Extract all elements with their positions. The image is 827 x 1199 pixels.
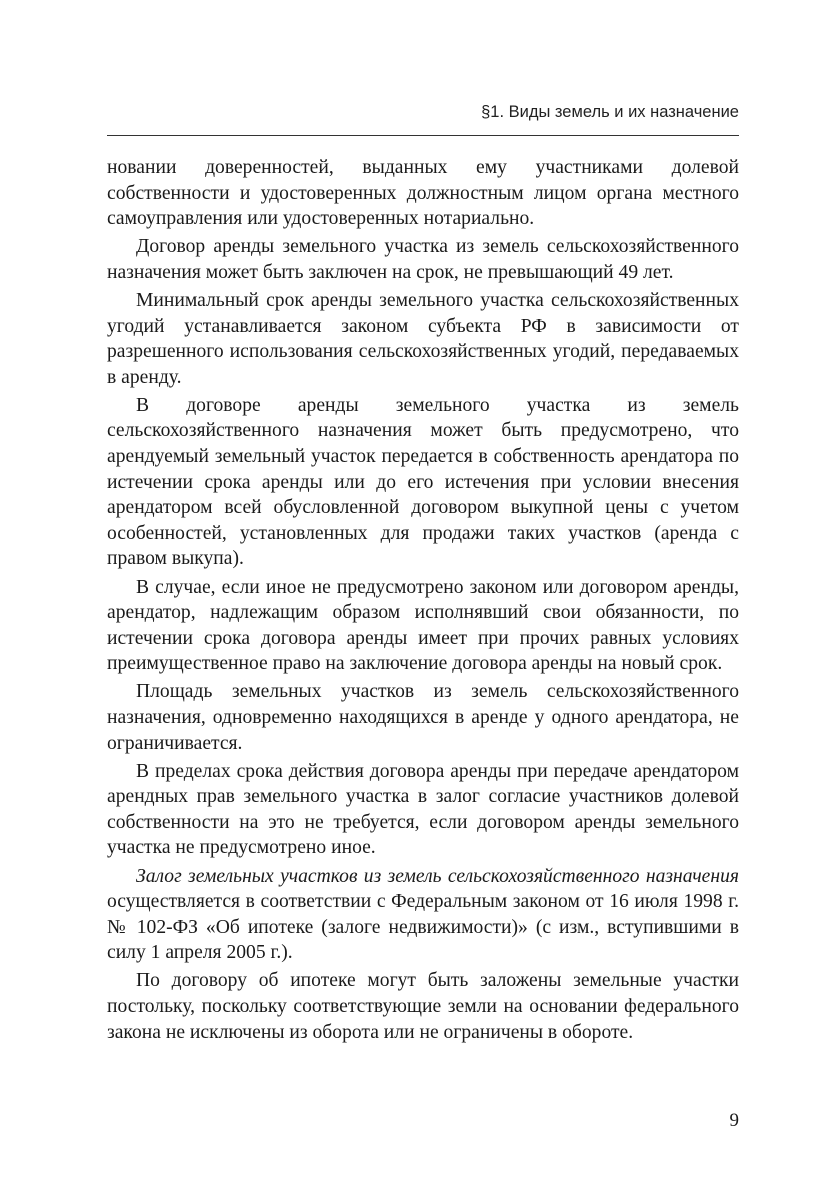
paragraph-text: осуществляется в соответствии с Федеральным законом от 16 июля 1998 г. № 102-ФЗ «Об ипотеке (залоге недвижимости)» (с изм., вступившими в силу 1 апреля 2005 г.). [107, 891, 739, 964]
paragraph: Площадь земельных участков из земель сельскохозяйственного назначения, одновременно находящихся в аренде у одного арендатора, не ограничивается. [107, 681, 739, 754]
paragraph: В пределах срока действия договора аренды при передаче арендатором арендных прав земельного участка в залог согласие участников долевой собственности на это не требуется, если договором аренды земельного участка не предусмотрено иное. [107, 760, 739, 859]
paragraph: Договор аренды земельного участка из земель сельскохозяйственного назначения может быть заключен на срок, не превышающий 49 лет. [107, 236, 739, 283]
paragraph: В случае, если иное не предусмотрено законом или договором аренды, арендатор, надлежащим образом исполнявший свои обязанности, по истечении срока договора аренды имеет при прочих равных условиях преимущественное право на заключение договора аренды на новый срок. [107, 576, 739, 675]
page-number: 9 [729, 1110, 739, 1131]
body-text [107, 155, 739, 1048]
paragraph: Минимальный срок аренды земельного участка сельскохозяйственных угодий устанавливается законом субъекта РФ в зависимости от разрешенного использования сельскохозяйственных угодий, передаваемых в аренду. [107, 289, 739, 388]
paragraph: По договору об ипотеке могут быть заложены земельные участки постольку, поскольку соответствующие земли на основании федерального закона не исключены из оборота или не ограничены в обороте. [107, 970, 739, 1043]
header-divider [107, 135, 739, 136]
paragraph: новании доверенностей, выданных ему участниками долевой собственности и удостоверенных должностным лицом органа местного самоуправления или удостоверенных нотариально. [107, 157, 739, 230]
italic-term: Залог земельных участков из земель сельскохозяйственного назначения [136, 865, 739, 887]
running-header: §1. Виды земель и их назначение [481, 103, 739, 121]
paragraph [107, 864, 739, 966]
paragraph: В договоре аренды земельного участка из земель сельскохозяйственного назначения может быть предусмотрено, что арендуемый земельный участок передается в собственность арендатора по истечении срока аренды или до его истечения при условии внесения арендатором всей обусловленной договором выкупной цены с учетом особенностей, установленных для продажи таких участков (аренда с правом выкупа). [107, 394, 739, 570]
